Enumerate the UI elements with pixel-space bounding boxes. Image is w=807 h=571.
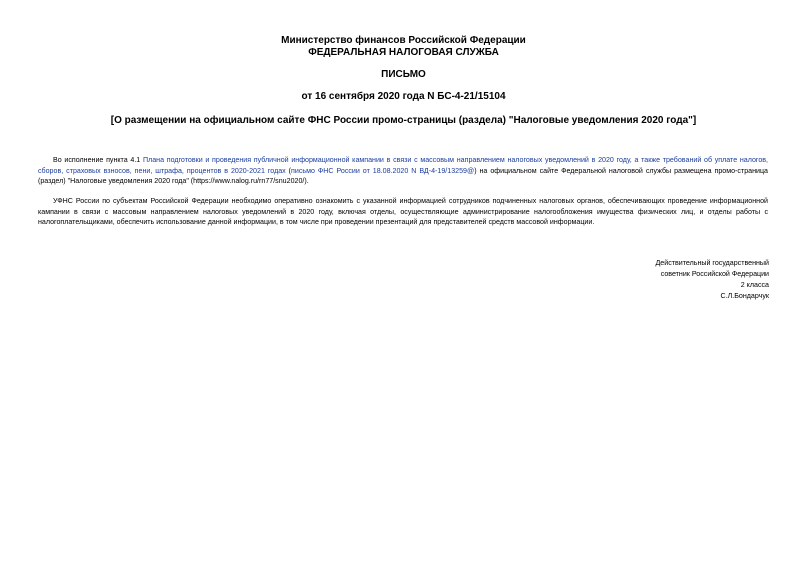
paragraph-1 xyxy=(38,155,768,187)
fns-letter-link[interactable]: письмо ФНС России от 18.08.2020 N ВД-4-19/13259@ xyxy=(291,166,475,175)
paragraph-2: УФНС России по субъектам Российской Федерации необходимо оперативно ознакомить с указанной информацией сотрудников подчиненных налоговых органов, обеспечивающих проведение информационной кампании в связи с массовым направлением налоговых уведомлений в 2020 году, включая отделы, осуществляющие администрирование налогообложения имущества физических лиц, и отделы работы с налогоплательщиками, обеспечить использование данной информации, в том числе при проведении презентаций для представителей средств массовой информации. xyxy=(38,197,768,227)
signature-title-line-2: советник Российской Федерации xyxy=(660,270,769,278)
paragraph-1-paren: ( xyxy=(285,166,292,175)
signatory-name: С.Л.Бондарчук xyxy=(720,292,769,300)
document-type: ПИСЬМО xyxy=(381,69,426,80)
document-subject: [О размещении на официальном сайте ФНС России промо-страницы (раздела) "Налоговые уведомления 2020 года"] xyxy=(110,115,697,126)
ministry-name: Министерство финансов Российской Федерации xyxy=(281,35,526,46)
plan-link[interactable]: Плана подготовки и проведения публичной информационной кампании в связи с массовым направлением налоговых уведомлений в 2020 году, а также требований об уплате налогов, сборов, страховых взносов, пени, штрафа, процентов в 2020-2021 годах xyxy=(38,156,768,175)
service-name: ФЕДЕРАЛЬНАЯ НАЛОГОВАЯ СЛУЖБА xyxy=(308,47,499,58)
paragraph-1-intro: Во исполнение пункта 4.1 xyxy=(53,156,143,164)
paragraph-1-rest: ) на официальном сайте Федеральной налоговой службы размещена промо-страница (раздел) "Налоговые уведомления 2020 года" (https://www.nalog.ru/rn77/snu2020/). xyxy=(38,166,768,186)
signature-block xyxy=(569,258,769,302)
signature-title-line-3: 2 класса xyxy=(740,281,769,289)
signature-title-line-1: Действительный государственный xyxy=(655,259,769,267)
document-date-number: от 16 сентября 2020 года N БС-4-21/15104 xyxy=(301,91,506,102)
